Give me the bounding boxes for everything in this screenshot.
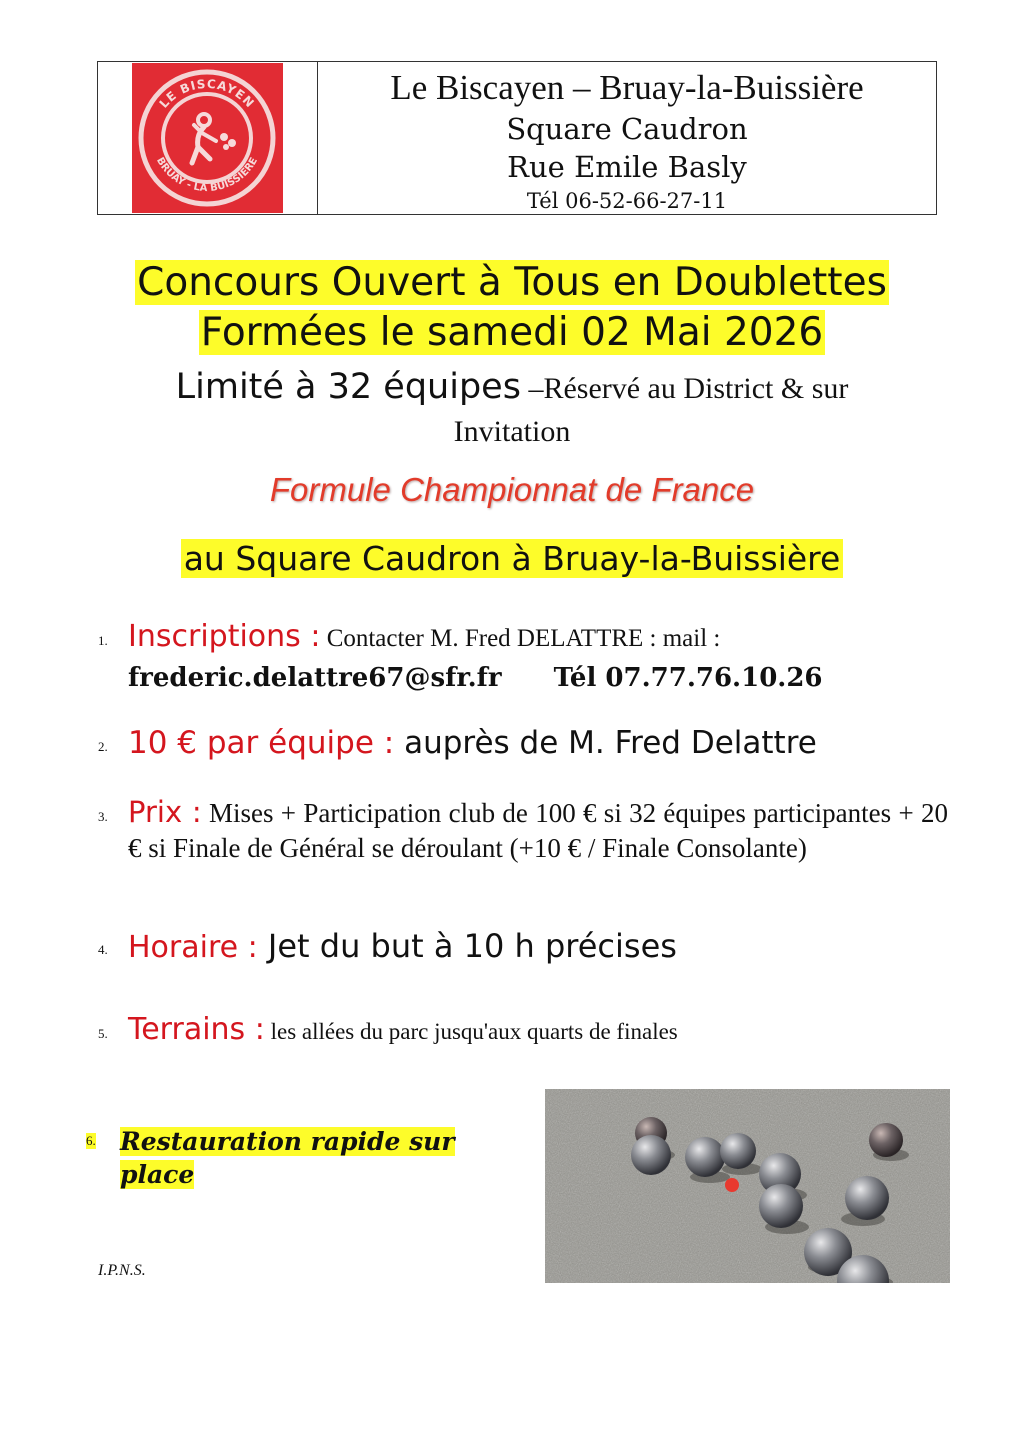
item-body — [120, 1125, 480, 1191]
price-label: 10 € par équipe : — [128, 725, 395, 761]
item-number: 5. — [98, 1026, 108, 1041]
petanque-balls-image — [545, 1089, 950, 1283]
club-phone: Tél 06-52-66-27-11 — [526, 189, 728, 213]
petanque-player-icon — [132, 63, 283, 213]
club-name: Le Biscayen – Bruay-la-Buissière — [390, 68, 864, 107]
title-line-2: Formées le samedi 02 Mai 2026 — [200, 310, 824, 355]
item-number: 6. — [86, 1133, 96, 1148]
formule-heading: Formule Championnat de France — [269, 471, 755, 508]
prize-label: Prix : — [128, 795, 202, 829]
item-body — [128, 1010, 678, 1054]
item-number: 2. — [98, 739, 108, 754]
address-line-2: Rue Emile Basly — [507, 150, 747, 184]
inscriptions-contact: Contacter M. Fred DELATTRE : mail : — [320, 625, 721, 652]
item-number: 3. — [98, 809, 108, 824]
item-body — [128, 795, 948, 866]
club-logo — [132, 63, 283, 213]
venue — [60, 536, 964, 582]
venue-text: au Square Caudron à Bruay-la-Buissière — [181, 539, 844, 578]
address-line-1: Square Caudron — [506, 112, 748, 146]
logo-text-top: LE BISCAYEN — [156, 76, 258, 111]
catering-text: Restauration rapide sur place — [120, 1127, 455, 1189]
item-number: 1. — [98, 633, 108, 648]
team-limit-invitation: Invitation — [453, 415, 571, 448]
logo-text-bottom: BRUAY - LA BUISSIERE — [154, 155, 260, 195]
terrains-text: les allées du parc jusqu'aux quarts de finales — [264, 1019, 678, 1044]
team-limit — [60, 364, 964, 452]
petanque-balls-photo — [545, 1089, 950, 1283]
ipns-footer: I.P.N.S. — [98, 1262, 146, 1279]
header-box — [97, 61, 937, 215]
team-limit-note: –Réservé au District & sur — [520, 372, 849, 405]
team-limit-main: Limité à 32 équipes — [175, 367, 521, 407]
address-cell — [318, 62, 936, 214]
item-number: 4. — [98, 942, 108, 957]
contact-phone: Tél 07.77.76.10.26 — [553, 663, 823, 693]
terrains-label: Terrains : — [128, 1012, 265, 1047]
schedule-text: Jet du but à 10 h précises — [257, 927, 677, 965]
logo-cell — [98, 62, 318, 214]
inscriptions-label: Inscriptions : — [128, 619, 321, 654]
title-line-1: Concours Ouvert à Tous en Doublettes — [137, 260, 887, 305]
item-body — [128, 723, 817, 768]
contact-email[interactable]: frederic.delattre67@sfr.fr — [128, 663, 502, 693]
price-text: auprès de M. Fred Delattre — [394, 725, 817, 761]
prize-text: Mises + Participation club de 100 € si 32 équipes participantes + 20 € si Finale de Général se déroulant (+10 € / Finale Consolante) — [128, 798, 948, 863]
schedule-label: Horaire : — [128, 930, 258, 965]
item-body — [128, 617, 823, 698]
event-title — [60, 258, 964, 358]
item-body — [128, 926, 677, 972]
